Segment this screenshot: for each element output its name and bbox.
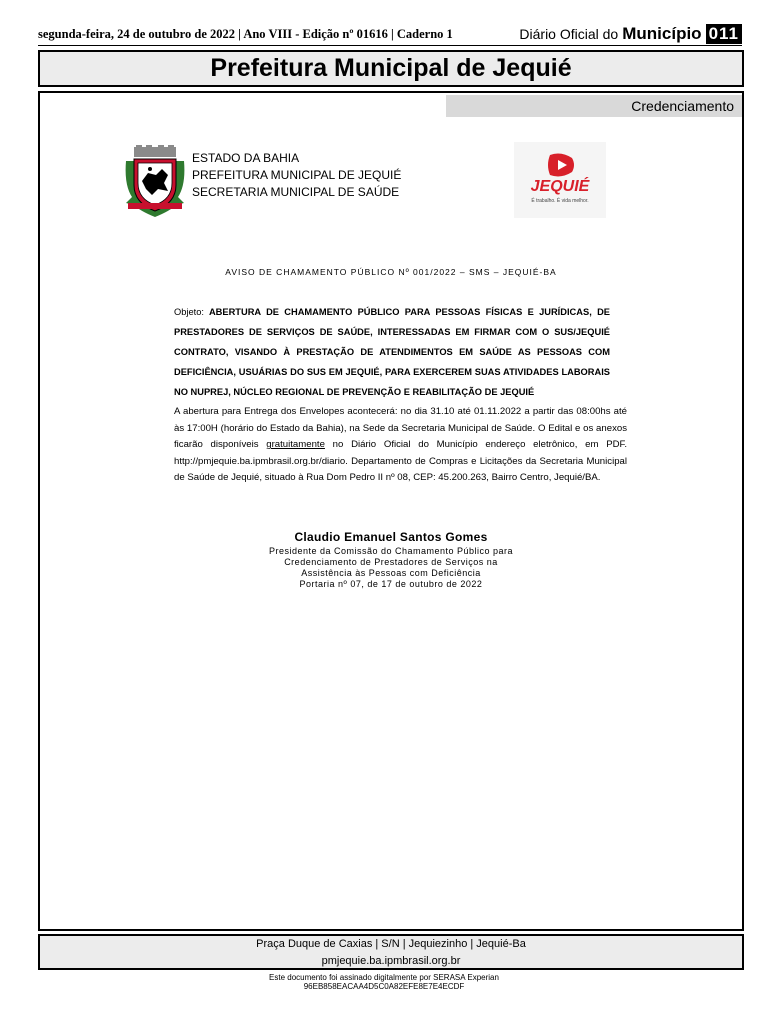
- signature-hash: 96EB858EACAA4D5C0A82EFE8E7E4ECDF: [303, 982, 465, 991]
- org-prefecture: PREFEITURA MUNICIPAL DE JEQUIÉ: [192, 168, 402, 182]
- org-secretariat: SECRETARIA MUNICIPAL DE SAÚDE: [192, 185, 400, 199]
- logo-wordmark: JEQUIÉ: [530, 178, 590, 195]
- edition-date-line: segunda-feira, 24 de outubro de 2022 | Ano VIII - Edição nº 01616 | Caderno 1: [38, 27, 453, 41]
- notice-object: [174, 302, 610, 402]
- signatory-role-2: Credenciamento de Prestadores de Serviços na: [284, 557, 498, 567]
- jequie-play-logo-icon: [546, 152, 576, 178]
- content-frame: [38, 91, 744, 931]
- object-label: Objeto:: [174, 307, 204, 317]
- brand-municipio: Município: [622, 24, 702, 43]
- footer-banner: [38, 934, 744, 970]
- header-rule: [38, 45, 742, 46]
- footer-address: Praça Duque de Caxias | S/N | Jequiezinho | Jequié-Ba: [256, 938, 526, 950]
- object-text: ABERTURA DE CHAMAMENTO PÚBLICO PARA PESSOAS FÍSICAS E JURÍDICAS, DE PRESTADORES DE SERVIÇOS DE SAÚDE, INTERESSADAS EM FIRMAR COM O SUS/JEQUIÉ CONTRATO, VISANDO À PRESTAÇÃO DE ATENDIMENTOS EM SAÚDE AS PESSOAS COM DEFICIÊNCIA, USUÁRIAS DO SUS EM JEQUIÉ, PARA EXERCEREM SUAS ATIVIDADES LABORAIS NO NUPREJ, NÚCLEO REGIONAL DE PREVENÇÃO E REABILITAÇÃO DE JEQUIÉ: [174, 307, 610, 397]
- org-state: ESTADO DA BAHIA: [192, 151, 300, 165]
- digital-signature-note: Este documento foi assinado digitalmente por SERASA Experian: [269, 973, 499, 982]
- issuing-organization: [192, 150, 401, 201]
- jequie-logo: [514, 142, 606, 218]
- page-title: Prefeitura Municipal de Jequié: [210, 54, 572, 82]
- signatory-role-1: Presidente da Comissão do Chamamento Público para: [268, 546, 514, 556]
- footer-url[interactable]: pmjequie.ba.ipmbrasil.org.br: [321, 955, 461, 967]
- signatory-ordinance: Portaria nº 07, de 17 de outubro de 2022: [299, 579, 483, 589]
- notice-body: [174, 404, 627, 487]
- jequie-coat-of-arms-icon: [122, 145, 188, 219]
- signatory-name: Claudio Emanuel Santos Gomes: [294, 530, 488, 544]
- body-underlined: gratuitamente: [266, 439, 325, 451]
- notice-title: AVISO DE CHAMAMENTO PÚBLICO Nº 001/2022 – SMS – JEQUIÉ-BA: [225, 267, 557, 277]
- signatory-role-3: Assistência às Pessoas com Deficiência: [301, 568, 481, 578]
- body-part-1: A abertura para Entrega dos Envelopes acontecerá: no dia 31.10 até 01.11.2022 a partir das 08:00hs até às 17:00H (horário do Estado da Bahia), na Sede da Secretaria Municipal de Saúde. O Edital e os anexos ficarão disponíveis: [174, 406, 627, 451]
- newspaper-brand: [519, 24, 742, 44]
- body-part-2: no Diário Oficial do Município endereço eletrônico, em PDF. http://pmjequie.ba.ipmbrasil.org.br/diario. Departamento de Compras e Licitações da Secretaria Municipal de Saúde de Jequié, situado à Rua Dom Pedro II nº 08, CEP: 45.200.263, Bairro Centro, Jequié/BA.: [174, 439, 627, 484]
- brand-diario: Diário Oficial do: [519, 26, 619, 42]
- logo-tagline: É trabalho. É vida melhor.: [531, 198, 589, 204]
- section-label: Credenciamento: [446, 95, 742, 117]
- page-number: 011: [706, 24, 742, 44]
- title-banner: [38, 50, 744, 87]
